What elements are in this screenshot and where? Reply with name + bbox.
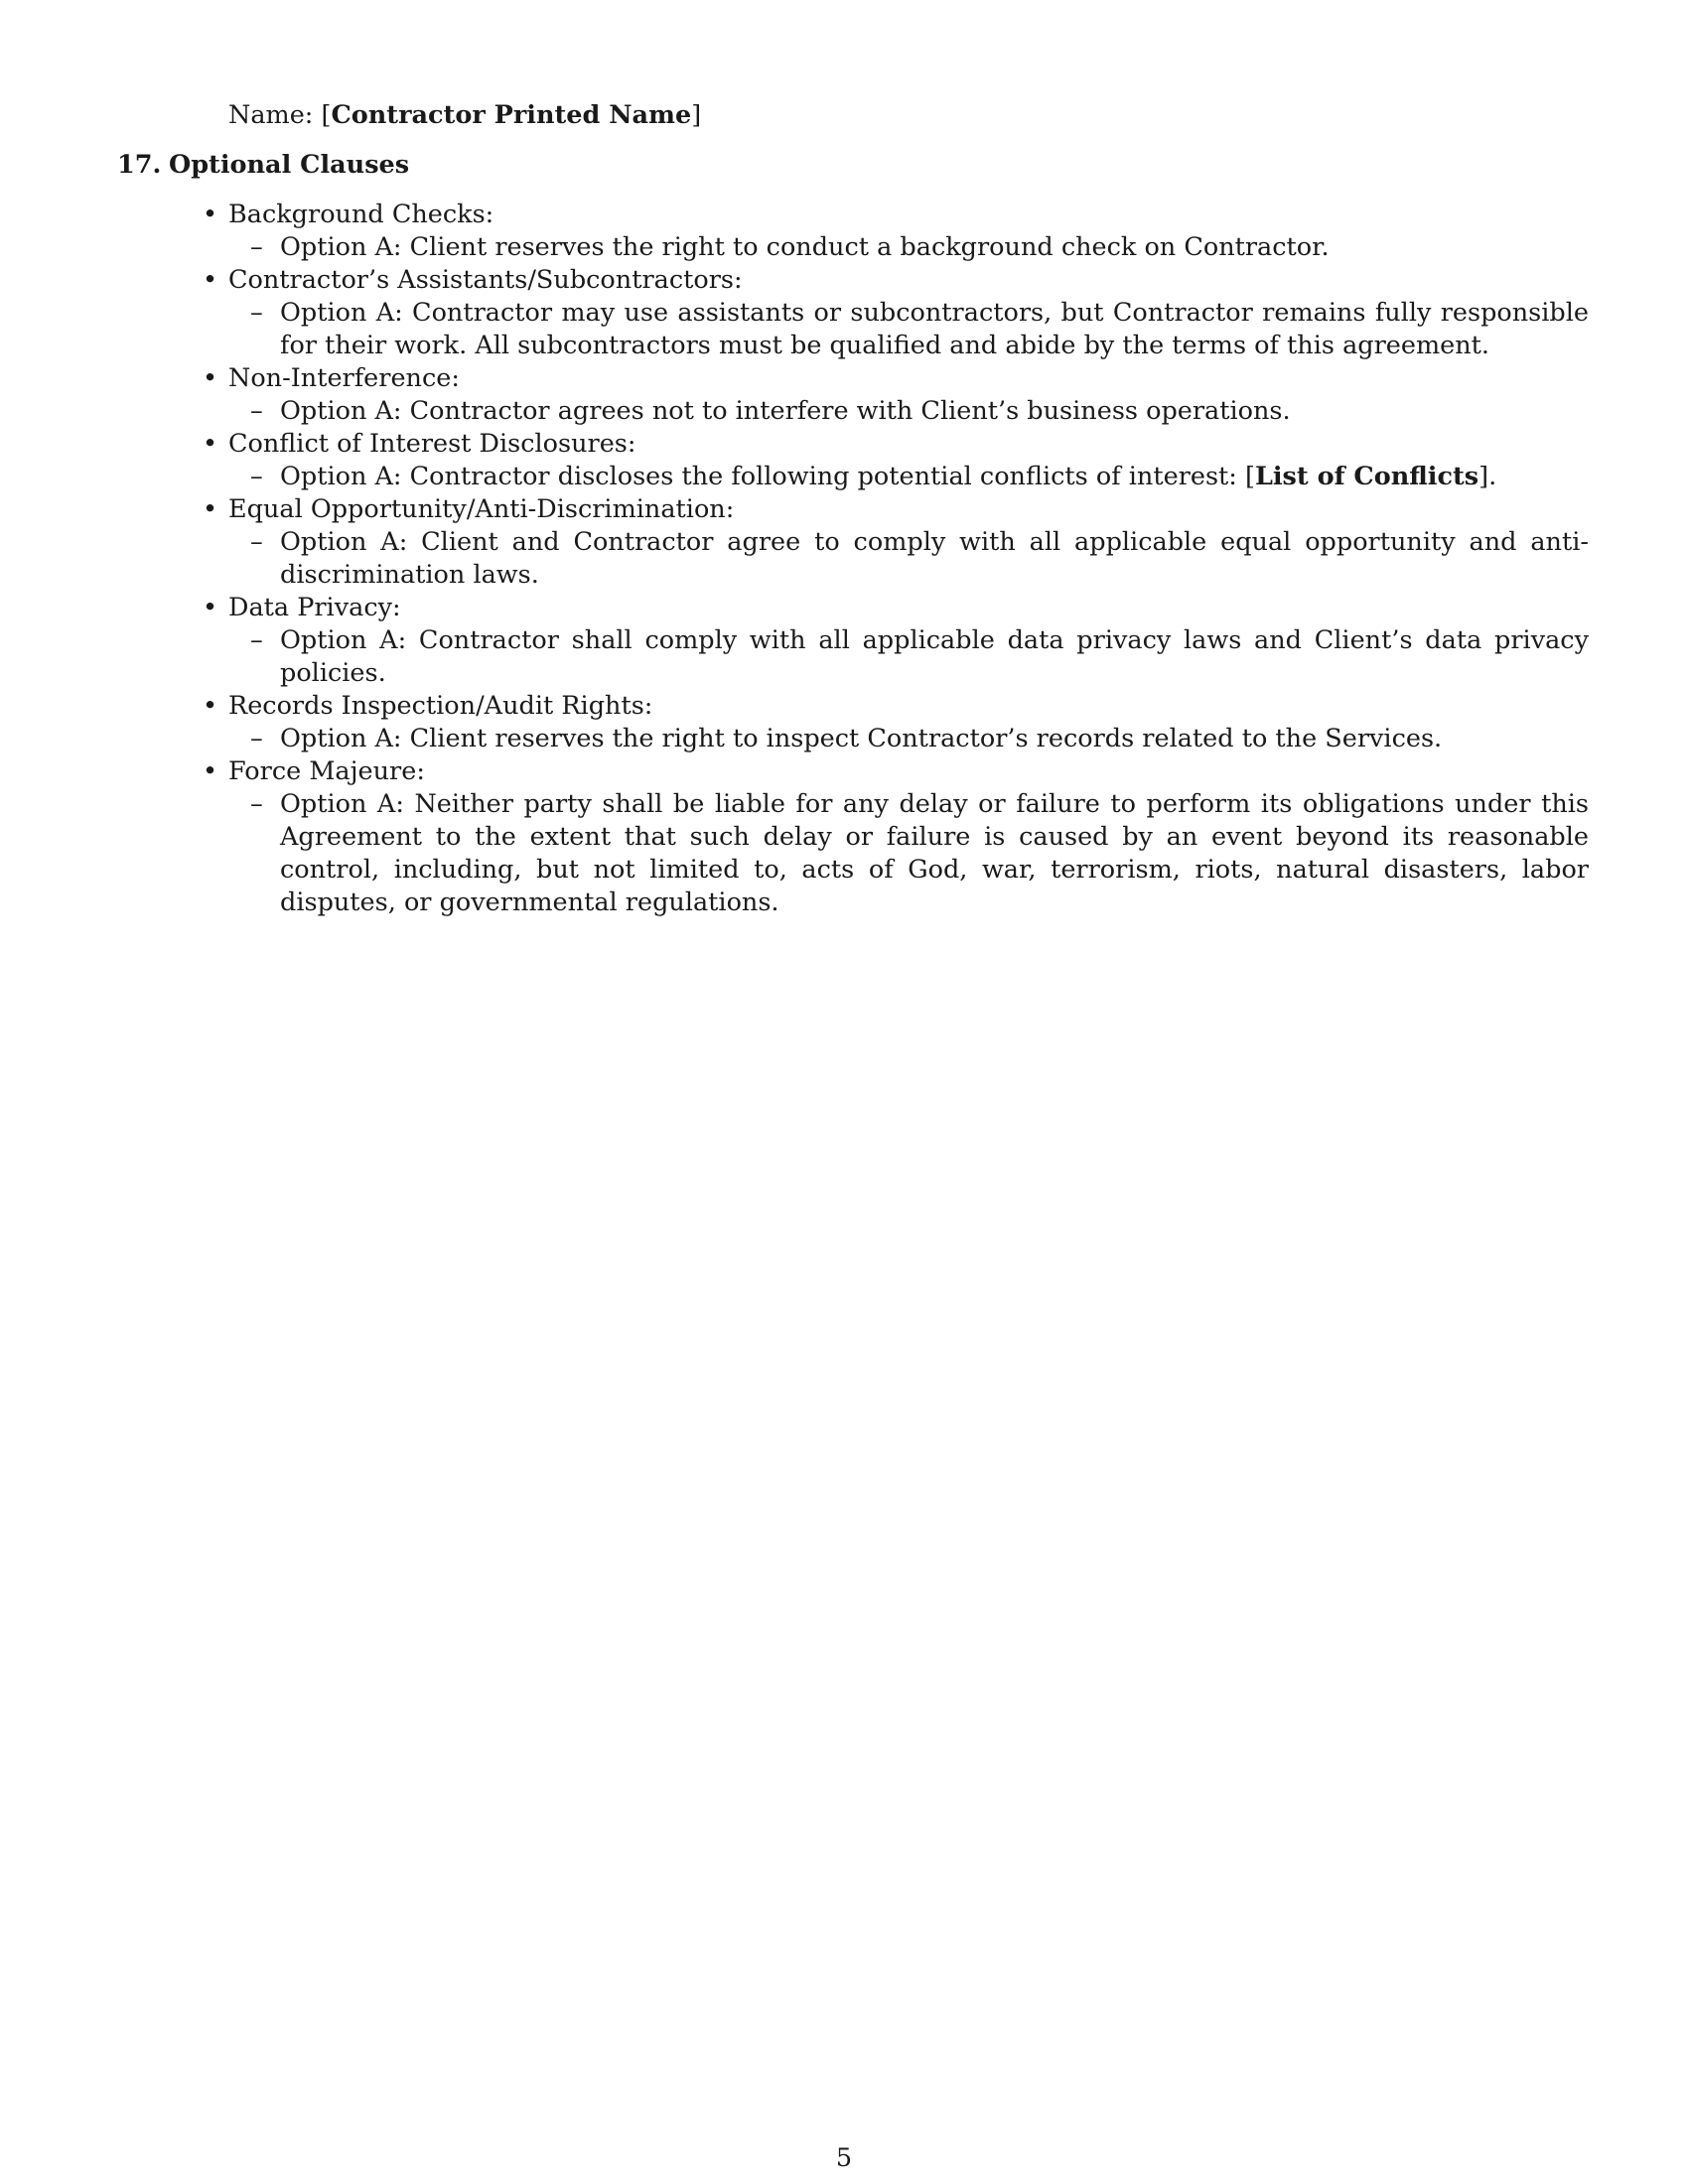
page-number: 5 <box>835 2143 853 2173</box>
option-list <box>228 526 1589 592</box>
option-list <box>228 297 1589 362</box>
clause-item <box>203 493 1589 592</box>
clause-item <box>203 592 1589 690</box>
dash-icon: – <box>250 625 263 655</box>
clause-item <box>203 755 1589 919</box>
bullet-icon: • <box>203 756 218 786</box>
option-list <box>228 624 1589 690</box>
option-text: Option A: Client reserves the right to conduct a background check on Contractor. <box>280 232 1330 262</box>
dash-icon: – <box>250 298 263 328</box>
dash-icon: – <box>250 396 263 426</box>
option-text-prefix: Option A: Contractor discloses the following potential conflicts of interest: [ <box>280 462 1255 491</box>
dash-icon: – <box>250 724 263 753</box>
clause-item <box>203 362 1589 428</box>
bullet-icon: • <box>203 200 218 229</box>
option-text-suffix: ]. <box>1478 462 1497 491</box>
contractor-name-line <box>228 99 701 132</box>
bullet-icon: • <box>203 593 218 622</box>
name-label: Name: <box>228 100 314 130</box>
option-list <box>228 231 1589 264</box>
clause-list <box>203 199 1589 919</box>
section-heading <box>117 149 409 182</box>
bullet-icon: • <box>203 429 218 459</box>
bullet-icon: • <box>203 691 218 721</box>
name-open-bracket: [ <box>321 100 332 130</box>
section-title: Optional Clauses <box>169 150 410 180</box>
option-item <box>228 461 1589 493</box>
option-text: Option A: Neither party shall be liable for any delay or failure to perform its obligations under this Agreement to the extent that such delay or failure is caused by an event beyond its reasonable control, including, but not limited to, acts of God, war, terrorism, riots, natural disasters, labor disputes, or governmental regulations. <box>280 789 1589 917</box>
option-text: Option A: Contractor may use assistants or subcontractors, but Contractor remains fully responsible for their work. All subcontractors must be qualified and abide by the terms of this agreement. <box>280 298 1589 360</box>
clause-title: Non-Interference: <box>228 363 460 393</box>
bullet-icon: • <box>203 265 218 295</box>
clause-item <box>203 428 1589 493</box>
dash-icon: – <box>250 232 263 262</box>
option-list <box>228 788 1589 919</box>
option-item <box>228 723 1589 755</box>
option-text: Option A: Client reserves the right to inspect Contractor’s records related to the Services. <box>280 724 1443 753</box>
clause-title: Conflict of Interest Disclosures: <box>228 429 636 459</box>
clause-title: Background Checks: <box>228 200 494 229</box>
dash-icon: – <box>250 789 263 819</box>
clause-title: Records Inspection/Audit Rights: <box>228 691 653 721</box>
clause-title: Data Privacy: <box>228 593 401 622</box>
clause-item <box>203 199 1589 264</box>
section-number: 17. <box>117 150 162 180</box>
dash-icon: – <box>250 527 263 557</box>
option-text: Option A: Client and Contractor agree to comply with all applicable equal opportunity and anti-discrimination laws. <box>280 527 1589 590</box>
name-close-bracket: ] <box>691 100 702 130</box>
clause-item <box>203 690 1589 755</box>
bullet-icon: • <box>203 494 218 524</box>
option-list <box>228 723 1589 755</box>
clause-title: Force Majeure: <box>228 756 425 786</box>
dash-icon: – <box>250 462 263 491</box>
clause-title: Contractor’s Assistants/Subcontractors: <box>228 265 743 295</box>
option-list <box>228 461 1589 493</box>
option-item <box>228 526 1589 592</box>
option-item <box>228 788 1589 919</box>
clause-item <box>203 264 1589 362</box>
option-item <box>228 231 1589 264</box>
option-item <box>228 395 1589 428</box>
contractor-name-placeholder: Contractor Printed Name <box>331 100 692 130</box>
bullet-icon: • <box>203 363 218 393</box>
option-list <box>228 395 1589 428</box>
option-text: Option A: Contractor agrees not to interfere with Client’s business operations. <box>280 396 1291 426</box>
option-text: Option A: Contractor shall comply with all applicable data privacy laws and Client’s data privacy policies. <box>280 625 1589 688</box>
clause-title: Equal Opportunity/Anti-Discrimination: <box>228 494 735 524</box>
conflicts-placeholder: List of Conflicts <box>1254 462 1479 491</box>
option-item <box>228 624 1589 690</box>
option-item <box>228 297 1589 362</box>
